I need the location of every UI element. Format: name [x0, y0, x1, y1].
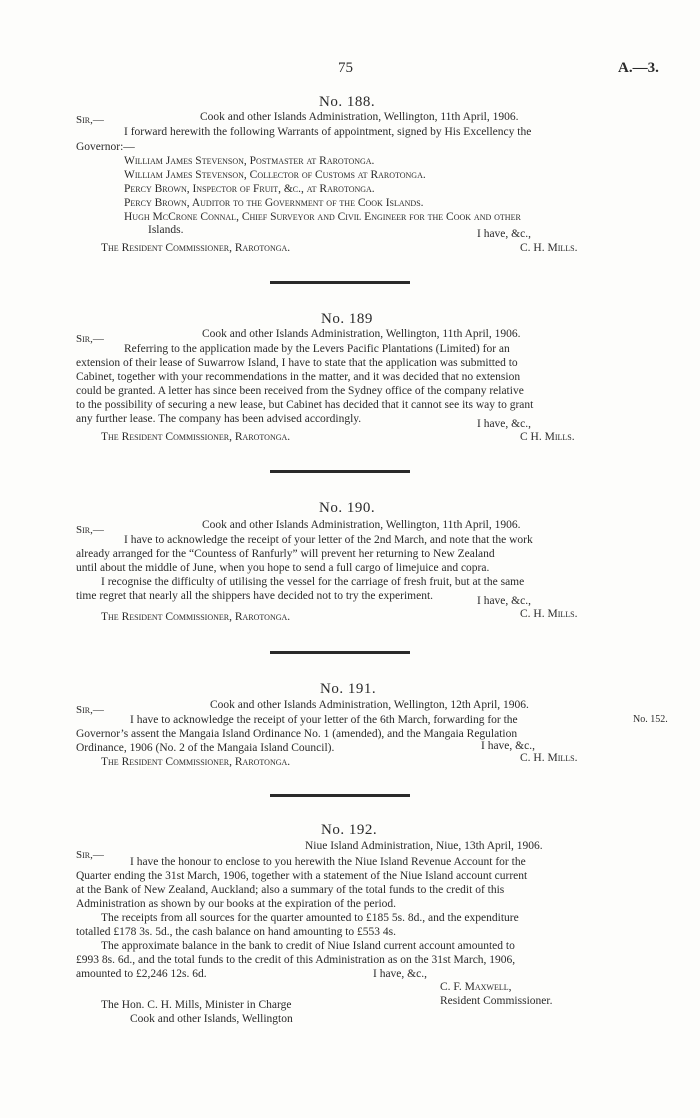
signature: C H. Mills. [520, 431, 575, 443]
body-line: at the Bank of New Zealand, Auckland; also a summary of the total funds to the credit of this [76, 884, 505, 896]
salutation: Sir,— [76, 114, 104, 126]
body-line: time regret that nearly all the shippers have decided not to try the experiment. [76, 590, 434, 602]
body-line: until about the middle of June, when you hope to send a full cargo of limejuice and copra. [76, 562, 490, 574]
addressee: The Resident Commissioner, Rarotonga. [101, 611, 291, 623]
body-line: I have to acknowledge the receipt of your letter of the 2nd March, and note that the work [124, 534, 533, 546]
body-line: William James Stevenson, Postmaster at Rarotonga. [124, 155, 375, 167]
addressee-line-2: Cook and other Islands, Wellington [130, 1013, 293, 1025]
divider [270, 281, 410, 284]
letter-heading: Cook and other Islands Administration, Wellington, 12th April, 1906. [210, 699, 529, 711]
closing: I have, &c., [477, 228, 531, 240]
signature-title: Resident Commissioner. [440, 995, 553, 1007]
body-line: £993 8s. 6d., and the total funds to the credit of this Administration as on the 31st March, 1906, [76, 954, 516, 966]
margin-note: No. 152. [633, 714, 668, 725]
body-line: extension of their lease of Suwarrow Island, I have to state that the application was submitted to [76, 357, 518, 369]
salutation: Sir,— [76, 524, 104, 536]
body-line: Referring to the application made by the Levers Pacific Plantations (Limited) for an [124, 343, 510, 355]
body-line: The approximate balance in the bank to credit of Niue Island current account amounted to [101, 940, 515, 952]
body-line: I have to acknowledge the receipt of your letter of the 6th March, forwarding for the [130, 714, 518, 726]
letter-heading: Niue Island Administration, Niue, 13th April, 1906. [305, 840, 543, 852]
addressee: The Hon. C. H. Mills, Minister in Charge [101, 999, 292, 1011]
letter-number: No. 188. [319, 94, 376, 110]
divider [270, 794, 410, 797]
body-line: William James Stevenson, Collector of Customs at Rarotonga. [124, 169, 426, 181]
addressee: The Resident Commissioner, Rarotonga. [101, 756, 291, 768]
letter-heading: Cook and other Islands Administration, Wellington, 11th April, 1906. [202, 519, 521, 531]
salutation: Sir,— [76, 849, 104, 861]
letter-number: No. 189 [321, 311, 373, 327]
body-line: I have the honour to enclose to you herewith the Niue Island Revenue Account for the [130, 856, 526, 868]
body-line: Islands. [148, 224, 184, 236]
letter-heading: Cook and other Islands Administration, Wellington, 11th April, 1906. [202, 328, 521, 340]
addressee: The Resident Commissioner, Rarotonga. [101, 242, 291, 254]
body-line: could be granted. A letter has since been received from the Sydney office of the company relative [76, 385, 524, 397]
body-line: totalled £178 3s. 5d., the cash balance on hand amounting to £553 4s. [76, 926, 397, 938]
closing: I have, &c., [373, 968, 427, 980]
letter-number: No. 192. [321, 822, 378, 838]
body-line: any further lease. The company has been advised accordingly. [76, 413, 362, 425]
signature: C. F. Maxwell, [440, 981, 512, 993]
addressee: The Resident Commissioner, Rarotonga. [101, 431, 291, 443]
divider [270, 651, 410, 654]
salutation: Sir,— [76, 704, 104, 716]
signature: C. H. Mills. [520, 752, 578, 764]
body-line: Cabinet, together with your recommendations in the matter, and it was decided that no extension [76, 371, 521, 383]
body-line: to the possibility of securing a new lease, but Cabinet has decided that it cannot see its way to grant [76, 399, 534, 411]
closing: I have, &c., [477, 595, 531, 607]
signature: C. H. Mills. [520, 242, 578, 254]
page-code: A.—3. [618, 60, 659, 76]
letter-heading: Cook and other Islands Administration, Wellington, 11th April, 1906. [200, 111, 519, 123]
body-line: Governor’s assent the Mangaia Island Ordinance No. 1 (amended), and the Mangaia Regulation [76, 728, 518, 740]
letter-number: No. 191. [320, 681, 377, 697]
body-line: Hugh McCrone Connal, Chief Surveyor and Civil Engineer for the Cook and other [124, 211, 521, 223]
body-line: Percy Brown, Auditor to the Government of the Cook Islands. [124, 197, 424, 209]
salutation: Sir,— [76, 333, 104, 345]
body-line: I forward herewith the following Warrants of appointment, signed by His Excellency the [124, 126, 532, 138]
body-line: I recognise the difficulty of utilising the vessel for the carriage of fresh fruit, but at the same [101, 576, 525, 588]
body-line: Quarter ending the 31st March, 1906, together with a statement of the Niue Island account current [76, 870, 528, 882]
closing: I have, &c., [477, 418, 531, 430]
body-line: amounted to £2,246 12s. 6d. [76, 968, 207, 980]
body-line: Ordinance, 1906 (No. 2 of the Mangaia Island Council). [76, 742, 335, 754]
body-line: Administration as shown by our books at the expiration of the period. [76, 898, 397, 910]
body-line: already arranged for the “Countess of Ranfurly” will prevent her returning to New Zealand [76, 548, 495, 560]
divider [270, 470, 410, 473]
closing: I have, &c., [481, 740, 535, 752]
signature: C. H. Mills. [520, 608, 578, 620]
body-line: Percy Brown, Inspector of Fruit, &c., at Rarotonga. [124, 183, 375, 195]
body-line: The receipts from all sources for the quarter amounted to £185 5s. 8d., and the expenditure [101, 912, 519, 924]
letter-number: No. 190. [319, 500, 376, 516]
body-line: Governor:— [76, 141, 135, 153]
page-number: 75 [338, 60, 353, 76]
